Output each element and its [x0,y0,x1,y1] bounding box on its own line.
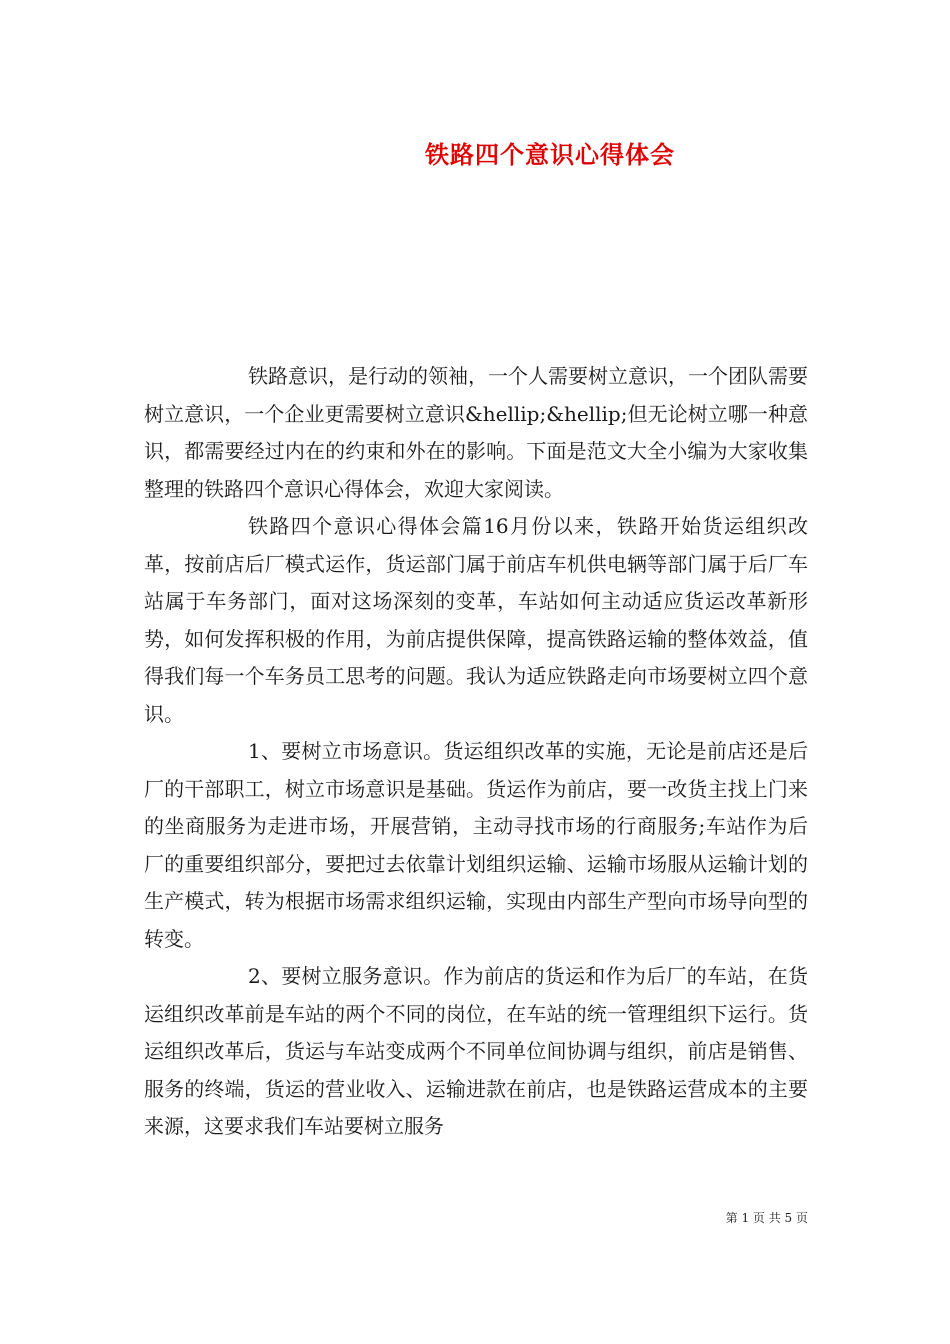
document-body [144,358,808,1146]
page-number-footer: 第 1 页 共 5 页 [725,1211,808,1225]
document-title: 铁路四个意识心得体会 [425,140,675,169]
paragraph-service-awareness: 2、要树立服务意识。作为前店的货运和作为后厂的车站，在货运组织改革前是车站的两个不同的岗位，在车站的统一管理组织下运行。货运组织改革后，货运与车站变成两个不同单位间协调与组织，前店是销售、服务的终端，货运的营业收入、运输进款在前店，也是铁路运营成本的主要来源，这要求我们车站要树立服务 [144,964,808,1138]
paragraph-part-one: 铁路四个意识心得体会篇16月份以来，铁路开始货运组织改革，按前店后厂模式运作，货运部门属于前店车机供电辆等部门属于后厂车站属于车务部门，面对这场深刻的变革，车站如何主动适应货运改革新形势，如何发挥积极的作用，为前店提供保障，提高铁路运输的整体效益，值得我们每一个车务员工思考的问题。我认为适应铁路走向市场要树立四个意识。 [144,514,808,726]
paragraph-market-awareness: 1、要树立市场意识。货运组织改革的实施，无论是前店还是后厂的干部职工，树立市场意识是基础。货运作为前店，要一改货主找上门来的坐商服务为走进市场，开展营销，主动寻找市场的行商服务;车站作为后厂的重要组织部分，要把过去依靠计划组织运输、运输市场服从运输计划的生产模式，转为根据市场需求组织运输，实现由内部生产型向市场导向型的转变。 [144,739,808,951]
paragraph-intro: 铁路意识，是行动的领袖，一个人需要树立意识，一个团队需要树立意识，一个企业更需要树立意识&hellip;&hellip;但无论树立哪一种意识，都需要经过内在的约束和外在的影响。下面是范文大全小编为大家收集整理的铁路四个意识心得体会，欢迎大家阅读。 [144,364,808,501]
